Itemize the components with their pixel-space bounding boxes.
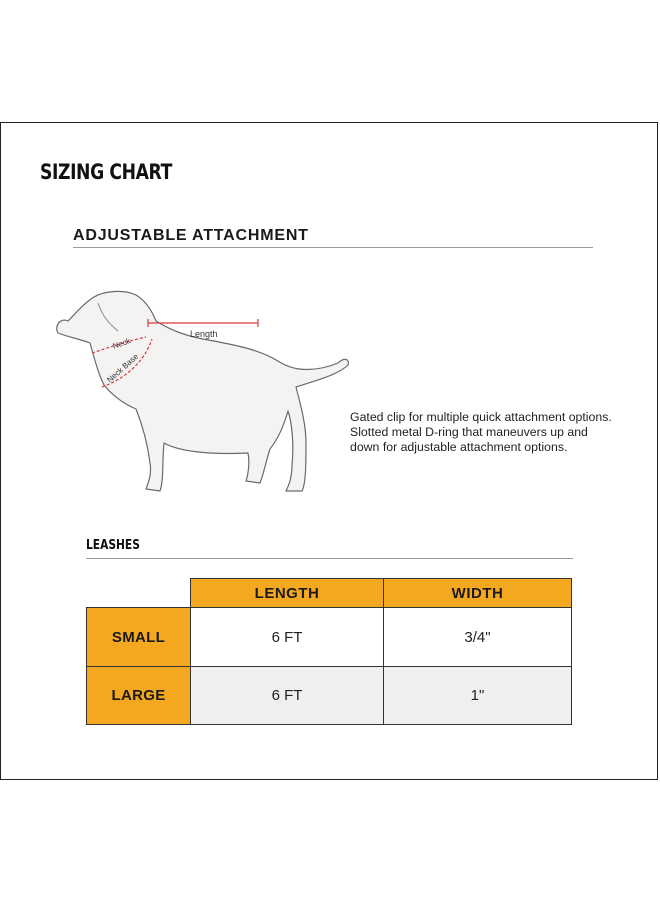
leashes-title: LEASHES [86,538,140,553]
feature-description [350,410,640,455]
column-header-width: WIDTH [383,578,572,608]
small-length-cell: 6 FT [190,607,384,667]
large-width-cell: 1" [383,666,572,725]
description-line: down for adjustable attachment options. [350,440,568,454]
leashes-divider [86,558,573,559]
small-width-cell: 3/4" [383,607,572,667]
dog-diagram [48,283,354,495]
section-divider [73,247,593,248]
column-header-length: LENGTH [190,578,384,608]
section-title: ADJUSTABLE ATTACHMENT [73,227,309,244]
dog-silhouette [57,291,349,491]
page-title: SIZING CHART [40,160,172,184]
neck-base-label: Neck Base [105,351,141,385]
neck-label: Neck [111,336,132,351]
row-label-large: LARGE [86,666,191,725]
large-length-cell: 6 FT [190,666,384,725]
description-line: Gated clip for multiple quick attachment options. [350,410,612,424]
row-label-small: SMALL [86,607,191,667]
length-label: Length [190,329,218,339]
description-line: Slotted metal D-ring that maneuvers up and [350,425,588,439]
